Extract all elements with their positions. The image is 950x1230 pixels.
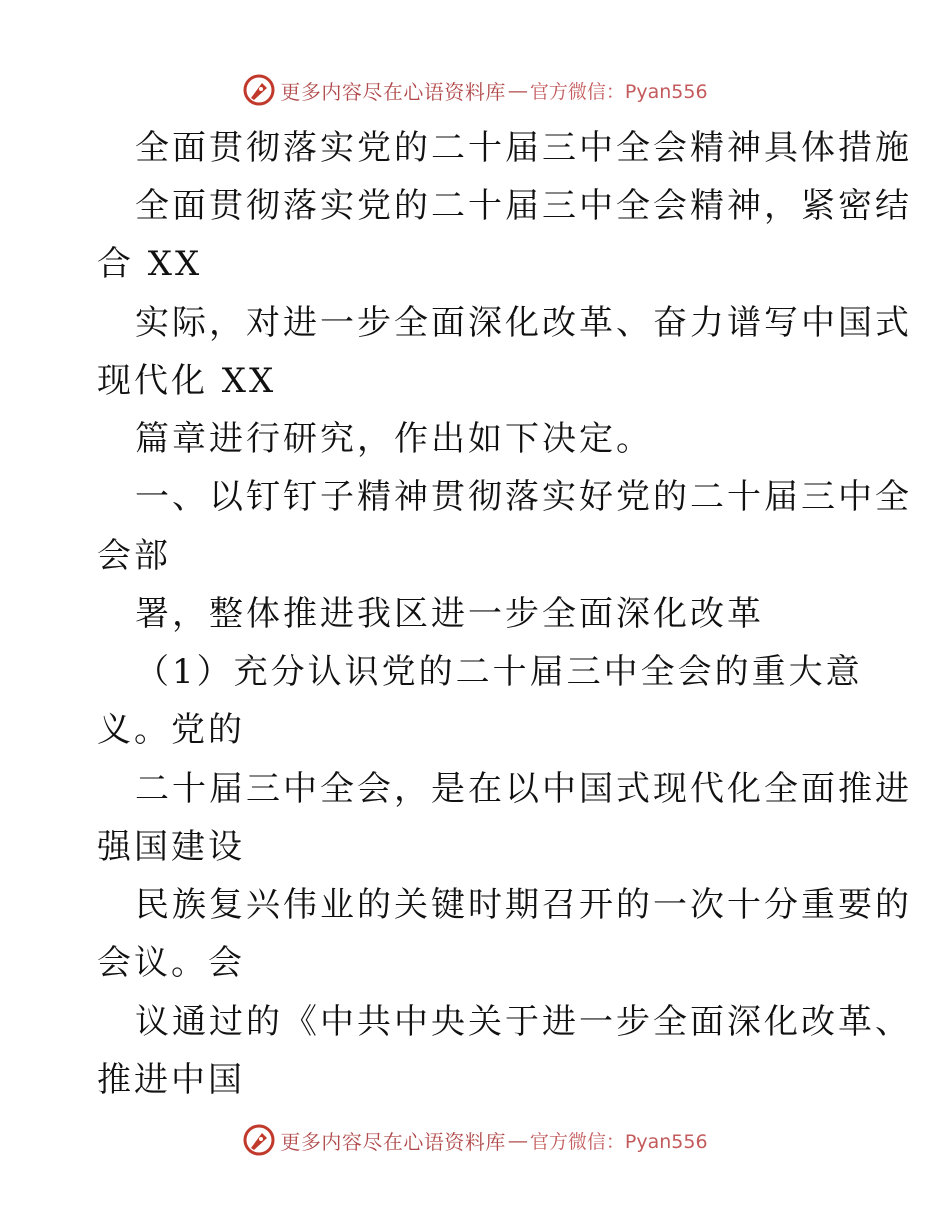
section-heading-line: 会部 (97, 536, 171, 576)
section-heading-line: 一、以钉钉子精神贯彻落实好党的二十届三中全 (135, 477, 912, 517)
paragraph-line: 义。党的 (97, 710, 245, 750)
header-banner (0, 70, 950, 110)
subsection-heading-line: （1）充分认识党的二十届三中全会的重大意 (135, 652, 863, 692)
paragraph-line: 现代化 XX (97, 361, 277, 401)
paragraph-line: 合 XX (97, 244, 203, 284)
paragraph-line: 二十届三中全会，是在以中国式现代化全面推进 (135, 769, 912, 809)
document-title: 全面贯彻落实党的二十届三中全会精神具体措施 (135, 128, 912, 168)
paragraph-line: 强国建设 (97, 827, 245, 867)
paragraph-line: 推进中国 (97, 1060, 245, 1100)
footer-banner (0, 1120, 950, 1160)
paragraph-line: 民族复兴伟业的关键时期召开的一次十分重要的 (135, 885, 912, 925)
paragraph-line: 议通过的《中共中央关于进一步全面深化改革、 (135, 1002, 912, 1042)
banner-wechat-text: 官方微信：Pyan556 (529, 1130, 708, 1153)
paragraph-line: 实际，对进一步全面深化改革、奋力谱写中国式 (135, 303, 912, 343)
pen-nib-logo-icon (242, 73, 276, 107)
section-heading-line: 署，整体推进我区进一步全面深化改革 (135, 594, 764, 634)
paragraph-line: 篇章进行研究，作出如下决定。 (135, 419, 653, 459)
banner-dash: — (507, 78, 528, 102)
banner-lead-text: 更多内容尽在心语资料库 (280, 1129, 506, 1154)
banner-wechat-text: 官方微信：Pyan556 (529, 80, 708, 103)
paragraph-line: 会议。会 (97, 943, 245, 983)
pen-nib-logo-icon (242, 1123, 276, 1157)
paragraph-line: 全面贯彻落实党的二十届三中全会精神，紧密结 (135, 186, 912, 226)
banner-lead-text: 更多内容尽在心语资料库 (280, 79, 506, 104)
banner-dash: — (507, 1128, 528, 1152)
